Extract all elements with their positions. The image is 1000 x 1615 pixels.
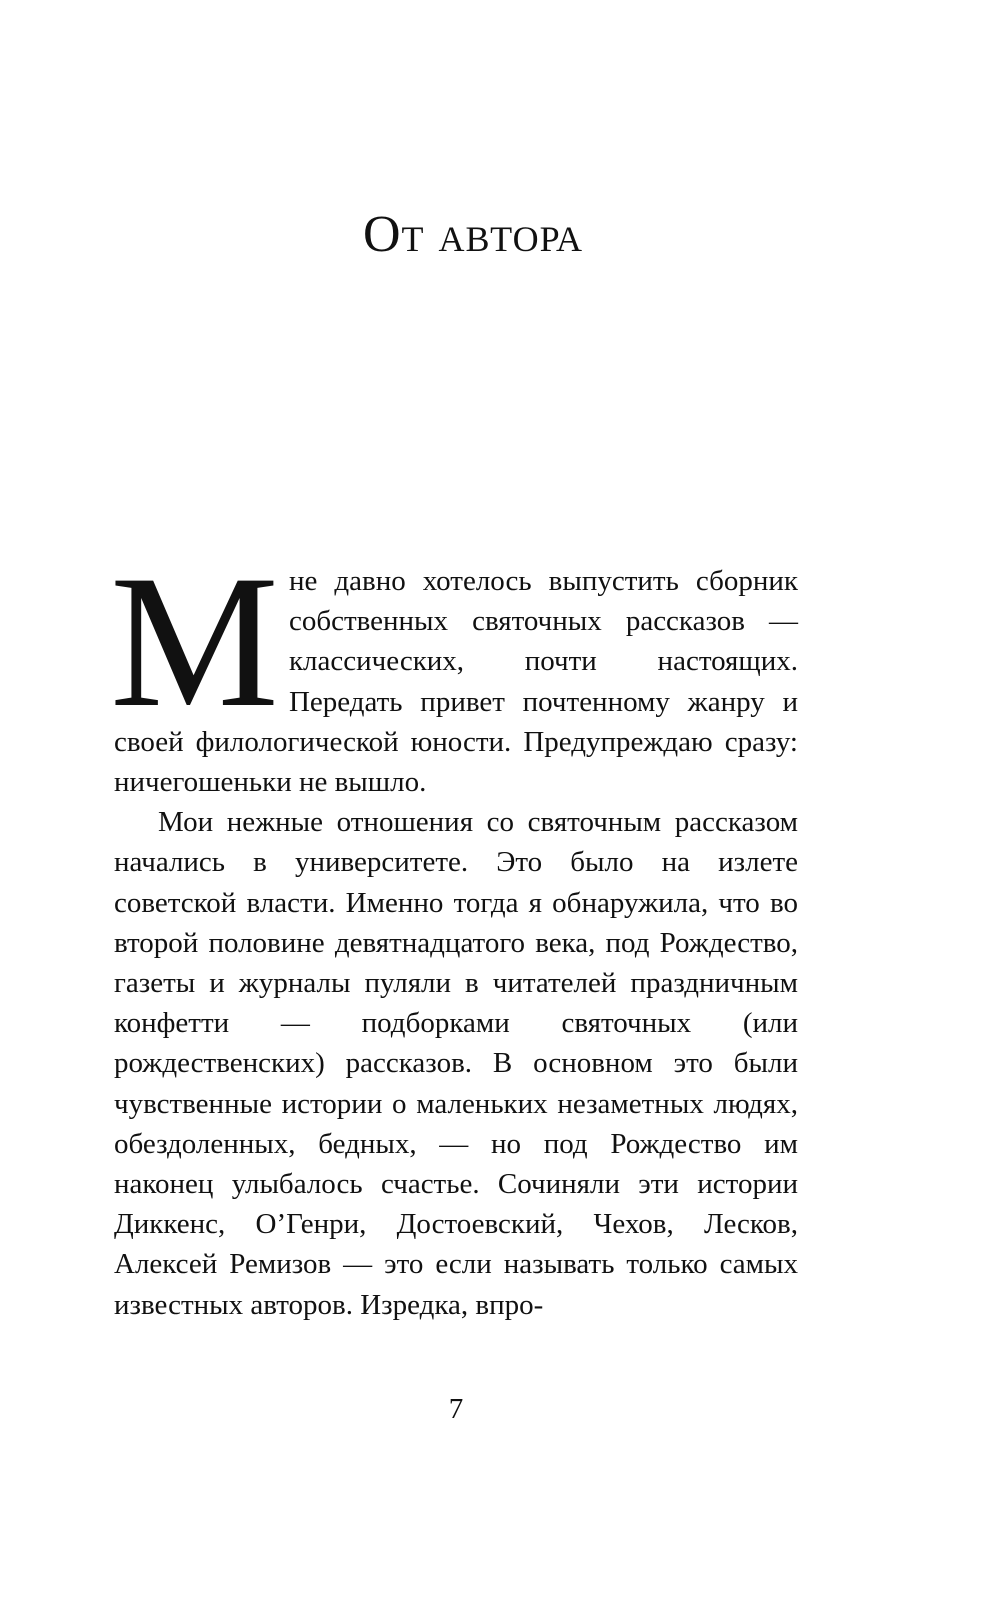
paragraph-2: Мои нежные отношения со святочным рассказом начались в университете. Это было на излете советской власти. Именно тогда я обнаружила, что во второй половине девятнадцатого века, под Рождество, газеты и журналы пуляли в читателей праздничным конфетти — подборками святочных (или рождественских) рассказов. В основном это были чувственные истории о маленьких незаметных людях, обездоленных, бедных, — но под Рождество им наконец улыбалось счастье. Сочиняли эти истории Диккенс, О’Генри, Достоевский, Чехов, Лесков, Алексей Ремизов — это если называть только самых известных авторов. Изредка, впро-: [114, 806, 798, 1321]
paragraph-1-text: не давно хотелось выпустить сборник собственных святочных рассказов — классических, почти настоящих. Передать привет почтенному жанру и своей филологической юности. Предупреждаю сразу: ничегошеньки не вышло.: [114, 565, 798, 799]
page-number: 7: [448, 1393, 464, 1425]
drop-cap: М: [110, 537, 279, 747]
body-text: [110, 537, 798, 1325]
chapter-title: От автора: [362, 206, 583, 263]
paragraph-1: [110, 537, 798, 802]
